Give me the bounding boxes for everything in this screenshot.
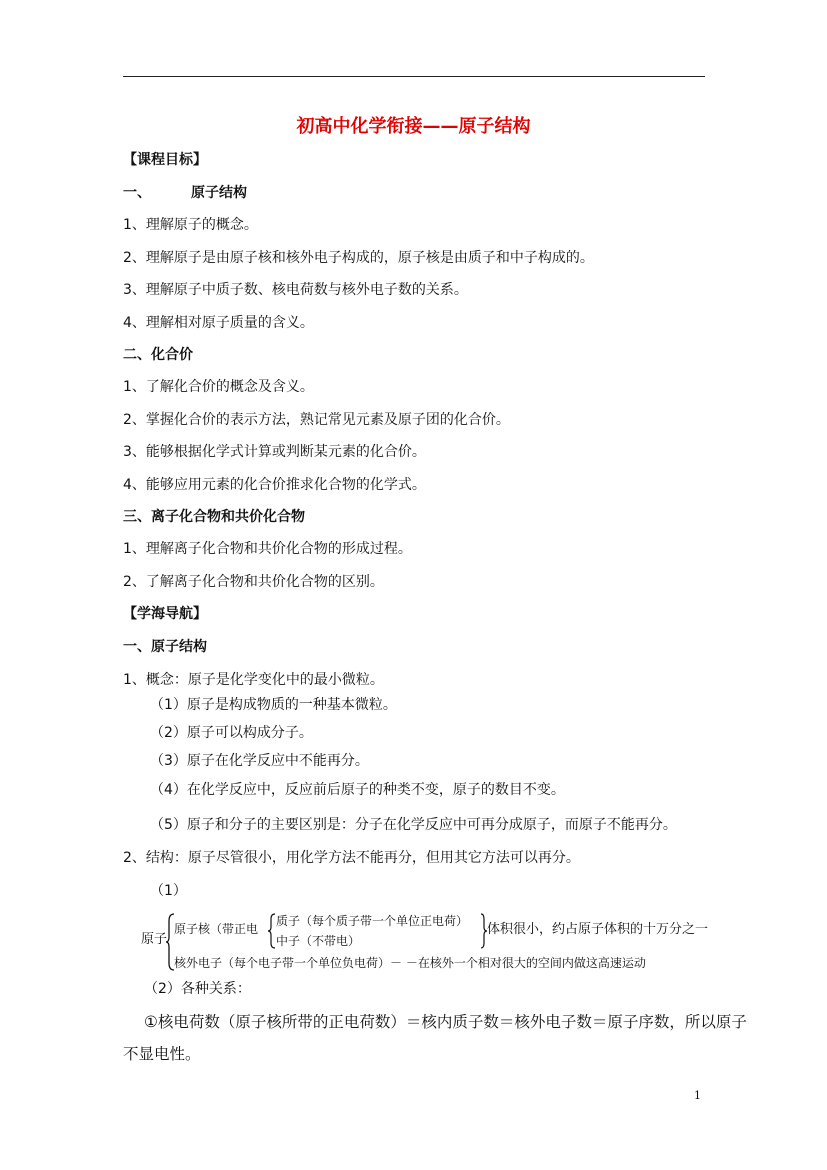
concept-point: （4）在化学反应中，反应前后原子的种类不变，原子的数目不变。 bbox=[150, 782, 565, 798]
goal-item: 4、能够应用元素的化合价推求化合物的化学式。 bbox=[123, 477, 426, 493]
goal-item: 3、能够根据化学式计算或判断某元素的化合价。 bbox=[123, 444, 426, 460]
diagram-nucleus-note: 体积很小，约占原子体积的十万分之一 bbox=[487, 922, 709, 937]
goal-item: 2、理解原子是由原子核和核外电子构成的，原子核是由质子和中子构成的。 bbox=[123, 250, 594, 266]
goal-item: 1、了解化合价的概念及含义。 bbox=[123, 379, 314, 395]
header-rule bbox=[123, 76, 705, 77]
goal-section-1-heading bbox=[123, 184, 247, 202]
goal-section-1-name: 原子结构 bbox=[191, 185, 247, 201]
goal-item: 3、理解原子中质子数、核电荷数与核外电子数的关系。 bbox=[123, 282, 468, 298]
goal-item: 1、理解离子化合物和共价化合物的形成过程。 bbox=[123, 541, 412, 557]
goal-item: 4、理解相对原子质量的含义。 bbox=[123, 315, 314, 331]
diagram-atom-label: 原子 bbox=[141, 932, 168, 947]
structure-sub2: （2）各种关系： bbox=[144, 981, 251, 997]
nav-section-heading: 一、原子结构 bbox=[123, 639, 207, 655]
structure-sub1: （1） bbox=[150, 883, 187, 899]
inner-brace-icon bbox=[267, 913, 276, 949]
concept-point: （5）原子和分子的主要区别是：分子在化学反应中可再分成原子，而原子不能再分。 bbox=[150, 817, 677, 833]
page-number: 1 bbox=[694, 1089, 701, 1102]
diagram-neutron: 中子（不带电） bbox=[276, 934, 361, 948]
goal-item: 2、了解离子化合物和共价化合物的区别。 bbox=[123, 574, 384, 590]
diagram-proton: 质子（每个质子带一个单位正电荷） bbox=[276, 914, 469, 928]
goal-section-3-heading: 三、离子化合物和共价化合物 bbox=[123, 509, 305, 525]
concept-point: （3）原子在化学反应中不能再分。 bbox=[150, 753, 369, 769]
document-title: 初高中化学衔接——原子结构 bbox=[296, 116, 531, 137]
concept-intro: 1、概念：原子是化学变化中的最小微粒。 bbox=[123, 672, 384, 688]
goal-section-1-num: 一、 bbox=[123, 185, 151, 201]
diagram-nucleus: 原子核（带正电 bbox=[174, 922, 259, 936]
goals-heading: 【课程目标】 bbox=[123, 152, 207, 168]
goal-item: 2、掌握化合价的表示方法，熟记常见元素及原子团的化合价。 bbox=[123, 412, 510, 428]
nav-heading: 【学海导航】 bbox=[123, 606, 207, 622]
goal-item: 1、理解原子的概念。 bbox=[123, 217, 258, 233]
diagram-electron: 核外电子（每个电子带一个单位负电荷）－ －在核外一个相对很大的空间内做这高速运动 bbox=[174, 956, 646, 970]
structure-intro: 2、结构：原子尽管很小，用化学方法不能再分，但用其它方法可以再分。 bbox=[123, 850, 580, 866]
relation-line-2: 不显电性。 bbox=[123, 1045, 201, 1063]
concept-point: （2）原子可以构成分子。 bbox=[150, 725, 313, 741]
goal-section-2-heading: 二、化合价 bbox=[123, 347, 193, 363]
concept-point: （1）原子是构成物质的一种基本微粒。 bbox=[150, 697, 397, 713]
relation-line-1: ①核电荷数（原子核所带的正电荷数）＝核内质子数＝核外电子数＝原子序数，所以原子 bbox=[144, 1013, 747, 1031]
